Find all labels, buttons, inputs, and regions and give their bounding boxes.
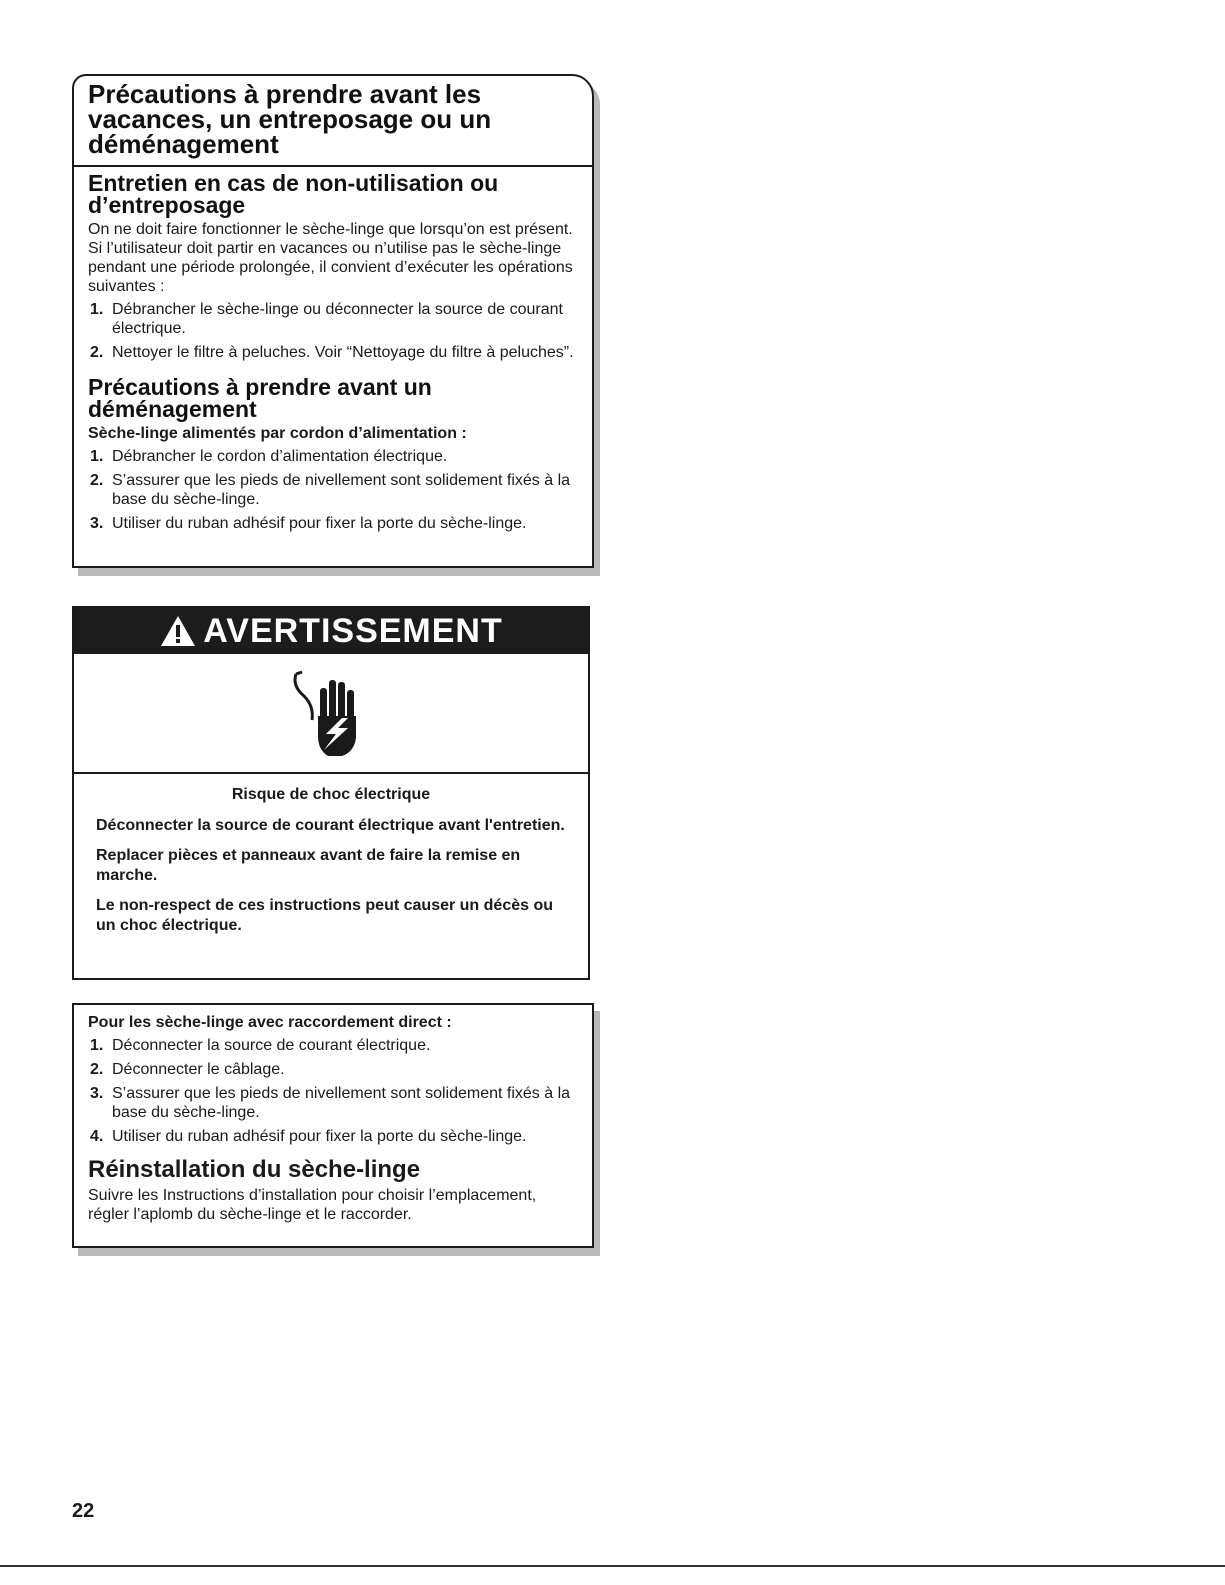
warning-graphic (74, 654, 588, 774)
step-text: Nettoyer le filtre à peluches. Voir “Nettoyage du filtre à peluches”. (112, 344, 574, 361)
precautions-panel (72, 74, 594, 568)
step-number: 1. (90, 448, 104, 465)
list-item (88, 471, 578, 509)
step-text: S’assurer que les pieds de nivellement sont solidement fixés à la base du sèche-linge. (112, 1085, 571, 1121)
list-item (88, 1060, 578, 1079)
section-title-moving: Précautions à prendre avant un déménagement (88, 374, 432, 422)
step-number: 2. (90, 1061, 104, 1078)
step-text: Utiliser du ruban adhésif pour fixer la porte du sèche-linge. (112, 1128, 527, 1145)
list-item (88, 1084, 578, 1122)
reinstall-title: Réinstallation du sèche-linge (88, 1156, 421, 1183)
warning-box (72, 606, 590, 980)
section-subhead: Pour les sèche-linge avec raccordement direct : (88, 1014, 452, 1031)
list-item (88, 447, 578, 466)
warning-title: Risque de choc électrique (231, 786, 431, 803)
step-number: 1. (90, 1037, 104, 1054)
list-item (88, 1127, 578, 1146)
list-item (88, 1036, 578, 1055)
direct-wire-panel (72, 1003, 594, 1248)
step-text: Débrancher le cordon d’alimentation électrique. (112, 448, 448, 465)
step-number: 3. (90, 515, 104, 532)
step-number: 1. (90, 301, 104, 318)
warning-line: Déconnecter la source de courant électrique avant l'entretien. (96, 817, 565, 834)
step-text: Déconnecter le câblage. (112, 1061, 285, 1078)
section-subhead: Sèche-linge alimentés par cordon d’alimentation : (88, 425, 467, 442)
warning-header-text: AVERTISSEMENT (203, 611, 503, 650)
non-use-steps (88, 300, 578, 362)
warning-line: Replacer pièces et panneaux avant de faire la remise en marche. (96, 847, 521, 884)
warning-header (74, 608, 588, 654)
list-item (88, 514, 578, 533)
warning-line: Le non-respect de ces instructions peut causer un décès ou un choc électrique. (96, 897, 554, 934)
panel-title: Précautions à prendre avant les vacances, un entreposage ou un déménagement (74, 76, 592, 167)
step-text: Débrancher le sèche-linge ou déconnecter la source de courant électrique. (112, 301, 563, 337)
list-item (88, 300, 578, 338)
step-number: 2. (90, 472, 104, 489)
reinstall-text: Suivre les Instructions d’installation pour choisir l’emplacement, régler l’aplomb du sèche-linge et le raccorder. (88, 1187, 537, 1223)
warning-triangle-icon (159, 614, 197, 648)
moving-steps (88, 447, 578, 533)
step-text: Déconnecter la source de courant électrique. (112, 1037, 431, 1054)
page-number: 22 (72, 1500, 95, 1522)
electric-shock-hand-icon (286, 666, 376, 760)
step-number: 2. (90, 344, 104, 361)
bottom-rule (0, 1565, 1225, 1567)
step-number: 3. (90, 1085, 104, 1102)
direct-wire-steps (88, 1036, 578, 1146)
list-item (88, 343, 578, 362)
step-number: 4. (90, 1128, 104, 1145)
step-text: S’assurer que les pieds de nivellement sont solidement fixés à la base du sèche-linge. (112, 472, 571, 508)
section-intro: On ne doit faire fonctionner le sèche-linge que lorsqu’on est présent. Si l’utilisateur doit partir en vacances ou n’utilise pas le sèche-linge pendant une période prolongée, il convient d’exécuter les opérations suivantes : (88, 221, 573, 295)
section-title-non-use: Entretien en cas de non-utilisation ou d’entreposage (88, 170, 499, 218)
step-text: Utiliser du ruban adhésif pour fixer la porte du sèche-linge. (112, 515, 527, 532)
